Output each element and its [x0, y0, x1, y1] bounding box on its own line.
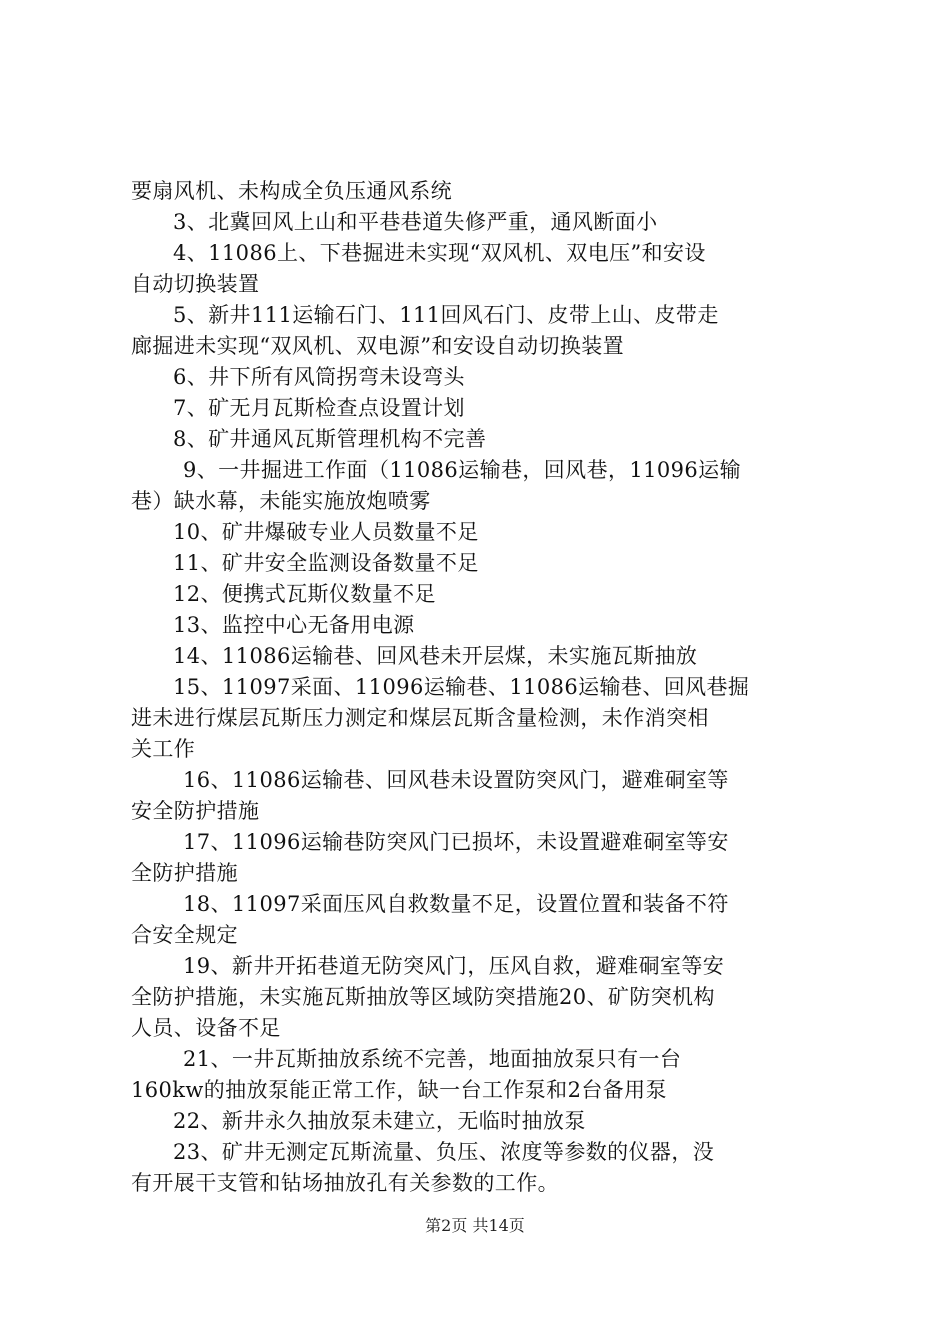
text-line: 22、新井永久抽放泵未建立，无临时抽放泵 [173, 1109, 586, 1133]
text-line: 21、一井瓦斯抽放系统不完善，地面抽放泵只有一台 [183, 1047, 682, 1071]
text-line: 安全防护措施 [131, 799, 260, 823]
text-line: 有开展干支管和钻场抽放孔有关参数的工作。 [131, 1171, 559, 1195]
text-line: 15、11097采面、11096运输巷、11086运输巷、回风巷掘 [173, 675, 750, 699]
text-line: 8、矿井通风瓦斯管理机构不完善 [173, 427, 487, 451]
text-line: 12、便携式瓦斯仪数量不足 [173, 582, 436, 606]
text-line: 10、矿井爆破专业人员数量不足 [173, 520, 479, 544]
page-footer: 第2页 共14页 [425, 1216, 525, 1235]
text-line: 全防护措施，未实施瓦斯抽放等区域防突措施20、矿防突机构 [131, 985, 715, 1009]
text-line: 13、监控中心无备用电源 [173, 613, 415, 637]
text-line: 合安全规定 [131, 923, 238, 947]
text-line: 14、11086运输巷、回风巷未开层煤，未实施瓦斯抽放 [173, 644, 698, 668]
document-body [131, 176, 831, 1199]
text-line: 19、新井开拓巷道无防突风门，压风自救，避难硐室等安 [183, 954, 725, 978]
text-line: 4、11086上、下巷掘进未实现“双风机、双电压”和安设 [173, 241, 706, 265]
text-line: 7、矿无月瓦斯检查点设置计划 [173, 396, 465, 420]
text-line: 9、一井掘进工作面（11086运输巷，回风巷，11096运输 [183, 458, 741, 482]
text-line: 160kw的抽放泵能正常工作，缺一台工作泵和2台备用泵 [131, 1078, 667, 1102]
text-line: 进未进行煤层瓦斯压力测定和煤层瓦斯含量检测，未作消突相 [131, 706, 709, 730]
text-line: 全防护措施 [131, 861, 238, 885]
text-line: 18、11097采面压风自救数量不足，设置位置和装备不符 [183, 892, 729, 916]
text-line: 巷）缺水幕，未能实施放炮喷雾 [131, 489, 431, 513]
text-line: 16、11086运输巷、回风巷未设置防突风门，避难硐室等 [183, 768, 729, 792]
text-line: 3、北冀回风上山和平巷巷道失修严重，通风断面小 [173, 210, 658, 234]
text-line: 11、矿井安全监测设备数量不足 [173, 551, 479, 575]
text-line: 人员、设备不足 [131, 1016, 281, 1040]
text-line: 自动切换装置 [131, 272, 260, 296]
text-line: 要扇风机、未构成全负压通风系统 [131, 179, 452, 203]
text-line: 5、新井111运输石门、111回风石门、皮带上山、皮带走 [173, 303, 719, 327]
text-line: 23、矿井无测定瓦斯流量、负压、浓度等参数的仪器，没 [173, 1140, 715, 1164]
text-line: 关工作 [131, 737, 196, 761]
text-line: 廊掘进未实现“双风机、双电源”和安设自动切换装置 [131, 334, 625, 358]
text-line: 6、井下所有风筒拐弯未设弯头 [173, 365, 465, 389]
text-line: 17、11096运输巷防突风门已损坏，未设置避难硐室等安 [183, 830, 729, 854]
